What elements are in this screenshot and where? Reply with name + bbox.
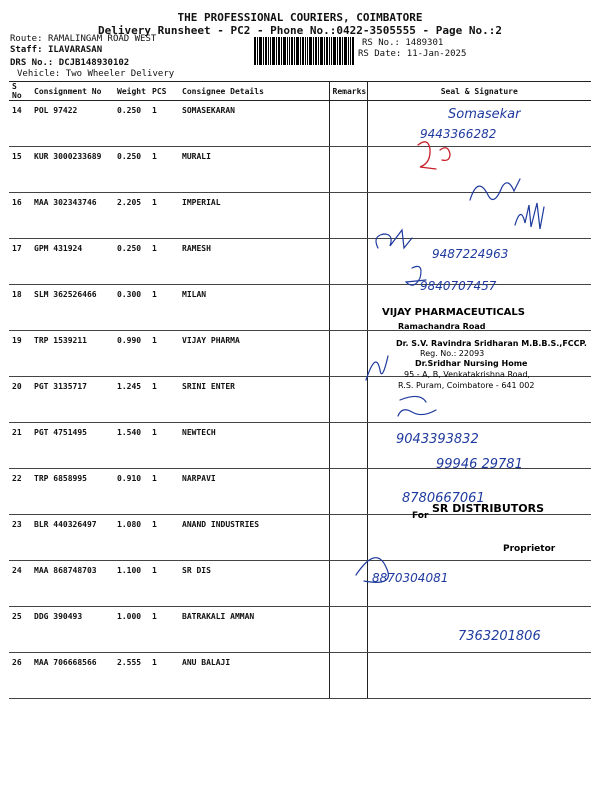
cell-consignment: POL 97422 [31, 101, 114, 147]
stamp-address-2: R.S. Puram, Coimbatore - 641 002 [398, 381, 535, 390]
table-row [9, 607, 591, 653]
row17-phone: 9487224963 [432, 247, 509, 261]
cell-consignment: MAA 706668566 [31, 653, 114, 699]
cell-remarks [329, 285, 367, 331]
cell-weight: 1.000 [114, 607, 149, 653]
cell-weight: 0.250 [114, 147, 149, 193]
cell-pcs: 1 [149, 469, 179, 515]
stamp-address-1: 95 - A, B, Venkatakrishna Road, [404, 370, 531, 379]
cell-sno: 20 [9, 377, 31, 423]
row25-phone: 8870304081 [372, 571, 449, 585]
cell-signature [367, 653, 591, 699]
cell-pcs: 1 [149, 285, 179, 331]
table-row [9, 653, 591, 699]
table-row [9, 101, 591, 147]
cell-pcs: 1 [149, 147, 179, 193]
cell-consignee: NEWTECH [179, 423, 329, 469]
col-consignee: Consignee Details [179, 82, 329, 101]
row22-phone: 99946 29781 [436, 457, 523, 472]
cell-pcs: 1 [149, 561, 179, 607]
col-signature: Seal & Signature [367, 82, 591, 101]
cell-consignment: PGT 4751495 [31, 423, 114, 469]
cell-sno: 23 [9, 515, 31, 561]
cell-consignee: NARPAVI [179, 469, 329, 515]
barcode-image [254, 37, 354, 65]
cell-consignment: KUR 3000233689 [31, 147, 114, 193]
table-row [9, 377, 591, 423]
cell-remarks [329, 561, 367, 607]
runsheet-table [9, 81, 591, 699]
stamp-sr-name: SR DISTRIBUTORS [432, 502, 544, 515]
cell-consignment: MAA 868748703 [31, 561, 114, 607]
cell-remarks [329, 607, 367, 653]
stamp-vijay-address: Ramachandra Road [398, 322, 486, 331]
cell-consignment: MAA 302343746 [31, 193, 114, 239]
cell-remarks [329, 101, 367, 147]
route-value: RAMALINGAM ROAD WEST [47, 34, 157, 44]
col-weight: Weight [114, 82, 149, 101]
cell-weight: 1.080 [114, 515, 149, 561]
cell-sno: 19 [9, 331, 31, 377]
cell-pcs: 1 [149, 423, 179, 469]
cell-signature [367, 377, 591, 423]
cell-consignment: DDG 390493 [31, 607, 114, 653]
cell-consignee: SOMASEKARAN [179, 101, 329, 147]
cell-pcs: 1 [149, 193, 179, 239]
row14-phone: 9443366282 [420, 127, 497, 141]
cell-consignment: GPM 431924 [31, 239, 114, 285]
cell-consignee: IMPERIAL [179, 193, 329, 239]
vehicle-line [17, 69, 174, 79]
cell-signature [367, 147, 591, 193]
cell-signature [367, 561, 591, 607]
cell-weight: 0.250 [114, 101, 149, 147]
cell-pcs: 1 [149, 239, 179, 285]
cell-signature [367, 423, 591, 469]
table-row [9, 193, 591, 239]
col-sno: S No [9, 82, 31, 101]
cell-sno: 15 [9, 147, 31, 193]
cell-signature [367, 239, 591, 285]
cell-pcs: 1 [149, 607, 179, 653]
route-line [10, 34, 156, 44]
stamp-vijay-name: VIJAY PHARMACEUTICALS [382, 307, 525, 318]
cell-sno: 16 [9, 193, 31, 239]
drs-value: DCJB148930102 [58, 58, 130, 68]
cell-signature [367, 331, 591, 377]
cell-pcs: 1 [149, 331, 179, 377]
table-row [9, 239, 591, 285]
stamp-sr-proprietor: Proprietor [503, 544, 556, 554]
page-title: THE PROFESSIONAL COURIERS, COIMBATORE [177, 11, 423, 24]
cell-consignee: SRINI ENTER [179, 377, 329, 423]
stamp-nursing-home: Dr.Sridhar Nursing Home [415, 359, 528, 368]
cell-remarks [329, 423, 367, 469]
cell-remarks [329, 239, 367, 285]
cell-sno: 24 [9, 561, 31, 607]
drs-line [10, 58, 129, 68]
table-header-row [9, 82, 591, 101]
cell-weight: 2.555 [114, 653, 149, 699]
cell-sno: 22 [9, 469, 31, 515]
cell-remarks [329, 331, 367, 377]
table-row [9, 423, 591, 469]
rs-no-line [362, 38, 443, 48]
runsheet-subtitle: Delivery Runsheet - PC2 - Phone No.:0422-3505555 - Page No.:2 [98, 24, 502, 37]
cell-consignment: BLR 440326497 [31, 515, 114, 561]
row21-phone: 9043393832 [396, 432, 479, 447]
cell-consignee: MURALI [179, 147, 329, 193]
rs-no-value: 1489301 [405, 38, 444, 48]
staff-line [10, 45, 102, 55]
cell-remarks [329, 653, 367, 699]
drs-label: DRS No.: [10, 58, 54, 68]
cell-remarks [329, 193, 367, 239]
cell-remarks [329, 377, 367, 423]
cell-pcs: 1 [149, 515, 179, 561]
cell-consignee: BATRAKALI AMMAN [179, 607, 329, 653]
cell-signature [367, 515, 591, 561]
col-pcs: PCS [149, 82, 179, 101]
row14-signature-text: Somasekar [448, 107, 521, 122]
cell-remarks [329, 515, 367, 561]
row23-phone: 8780667061 [402, 491, 485, 506]
stamp-sr-for: For [412, 511, 429, 521]
cell-sno: 26 [9, 653, 31, 699]
cell-pcs: 1 [149, 653, 179, 699]
row18-phone: 9840707457 [420, 279, 497, 293]
table-row [9, 469, 591, 515]
rs-date-value: 11-Jan-2025 [406, 49, 467, 59]
cell-consignee: SR DIS [179, 561, 329, 607]
rs-date-line [358, 49, 466, 59]
staff-label: Staff: [10, 45, 43, 55]
cell-consignee: VIJAY PHARMA [179, 331, 329, 377]
cell-weight: 1.100 [114, 561, 149, 607]
cell-sno: 21 [9, 423, 31, 469]
vehicle-value: Two Wheeler Delivery [65, 69, 175, 79]
table-row [9, 515, 591, 561]
cell-pcs: 1 [149, 377, 179, 423]
cell-remarks [329, 469, 367, 515]
cell-pcs: 1 [149, 101, 179, 147]
cell-weight: 0.250 [114, 239, 149, 285]
cell-remarks [329, 147, 367, 193]
cell-consignment: PGT 3135717 [31, 377, 114, 423]
cell-weight: 0.910 [114, 469, 149, 515]
route-label: Route: [10, 34, 43, 44]
table-row [9, 285, 591, 331]
cell-sno: 18 [9, 285, 31, 331]
stamp-reg-no: Reg. No.: 22093 [420, 349, 485, 358]
cell-signature [367, 101, 591, 147]
table-row [9, 147, 591, 193]
cell-consignee: ANAND INDUSTRIES [179, 515, 329, 561]
cell-weight: 1.245 [114, 377, 149, 423]
vehicle-label: Vehicle: [17, 69, 61, 79]
cell-consignee: MILAN [179, 285, 329, 331]
row26-phone: 7363201806 [458, 629, 541, 644]
cell-weight: 2.205 [114, 193, 149, 239]
cell-consignment: SLM 362526466 [31, 285, 114, 331]
cell-signature [367, 469, 591, 515]
rs-date-label: RS Date: [358, 49, 402, 59]
cell-sno: 14 [9, 101, 31, 147]
cell-consignment: TRP 1539211 [31, 331, 114, 377]
cell-consignment: TRP 6858995 [31, 469, 114, 515]
table-row [9, 561, 591, 607]
cell-sno: 17 [9, 239, 31, 285]
cell-signature [367, 285, 591, 331]
staff-value: ILAVARASAN [47, 45, 103, 55]
col-remarks: Remarks [329, 82, 367, 101]
col-consignment: Consignment No [31, 82, 114, 101]
cell-signature [367, 193, 591, 239]
cell-sno: 25 [9, 607, 31, 653]
cell-signature [367, 607, 591, 653]
table-row [9, 331, 591, 377]
cell-weight: 1.540 [114, 423, 149, 469]
stamp-doctor-name: Dr. S.V. Ravindra Sridharan M.B.B.S.,FCCP. [396, 339, 587, 348]
cell-consignee: RAMESH [179, 239, 329, 285]
rs-no-label: RS No.: [362, 38, 400, 48]
cell-consignee: ANU BALAJI [179, 653, 329, 699]
cell-weight: 0.990 [114, 331, 149, 377]
cell-weight: 0.300 [114, 285, 149, 331]
